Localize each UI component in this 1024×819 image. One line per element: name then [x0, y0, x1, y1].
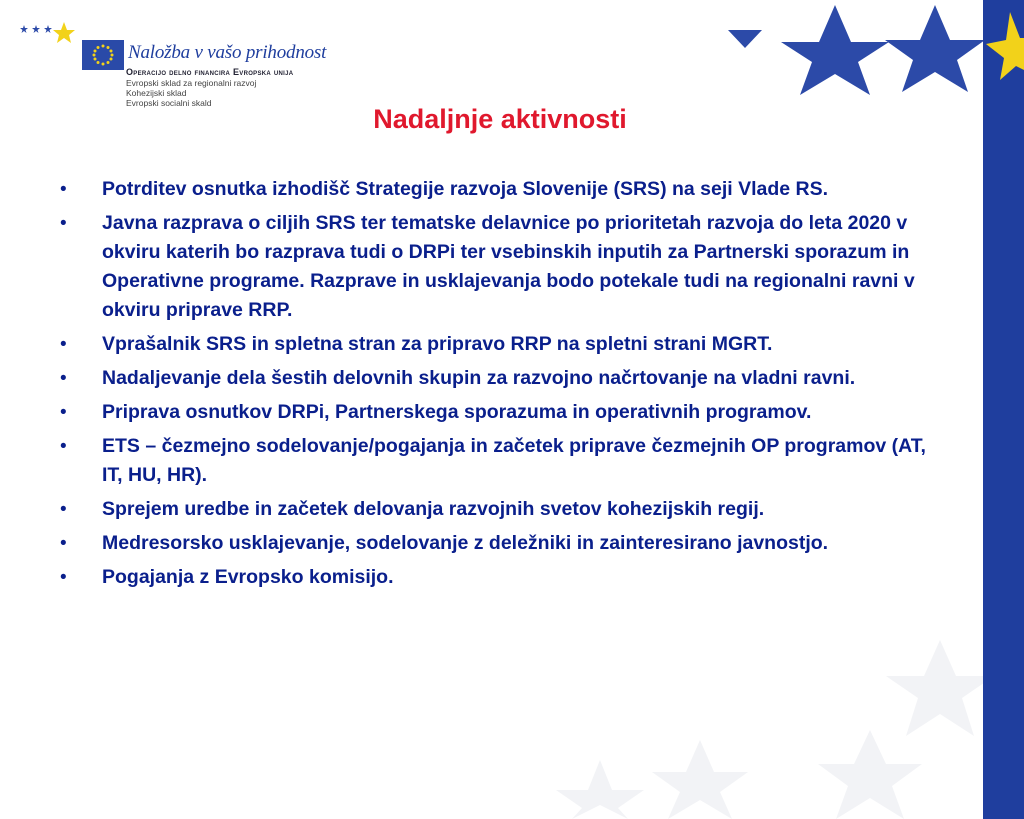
bullet-item: [58, 495, 938, 524]
bullet-item: [58, 364, 938, 393]
bullet-text: Pogajanja z Evropsko komisijo.: [102, 566, 394, 588]
bullet-text: Javna razprava o ciljih SRS ter tematske delavnice po prioritetah razvoja do leta 2020 v okviru katerih bo razprava tudi o DRPi ter vsebinskih inputih za Partnerski sporazum in Operativne programe. Razprave in usklajevanja bodo potekale tudi na regionalni ravni v okviru priprave RRP.: [102, 212, 915, 321]
faint-star-watermarks: [556, 640, 994, 819]
bullet-icon: •: [60, 436, 67, 457]
logo-title: Naložba v vašo prihodnost: [128, 42, 327, 63]
slide-title: Nadaljnje aktivnosti: [373, 104, 627, 134]
logo-line: Kohezijski sklad: [126, 88, 187, 98]
bullet-icon: •: [60, 334, 67, 355]
logo-line: Evropski socialni skald: [126, 98, 212, 108]
bullet-item: [58, 209, 938, 325]
bullet-item: [58, 330, 938, 359]
bullet-text: Vprašalnik SRS in spletna stran za pripravo RRP na spletni strani MGRT.: [102, 333, 773, 355]
blue-star-row: [728, 5, 985, 95]
bullet-text: Potrditev osnutka izhodišč Strategije razvoja Slovenije (SRS) na seji Vlade RS.: [102, 178, 829, 200]
bullet-text: ETS – čezmejno sodelovanje/pogajanja in začetek priprave čezmejnih OP programov (AT, IT, HU, HR).: [102, 435, 926, 486]
bullet-item: [58, 432, 938, 490]
bullet-text: Nadaljevanje dela šestih delovnih skupin za razvojno načrtovanje na vladni ravni.: [102, 367, 856, 389]
logo-small-stars-icon: [14, 14, 84, 44]
bullet-text: Sprejem uredbe in začetek delovanja razvojnih svetov kohezijskih regij.: [102, 498, 765, 520]
bullet-item: [58, 563, 938, 592]
bullet-icon: •: [60, 368, 67, 389]
bullet-icon: •: [60, 213, 67, 234]
bullet-icon: •: [60, 533, 67, 554]
bullet-icon: •: [60, 179, 67, 200]
bullet-text: Priprava osnutkov DRPi, Partnerskega sporazuma in operativnih programov.: [102, 401, 812, 423]
logo-subtitle: Operacijo delno financira Evropska unija: [126, 67, 294, 77]
bullet-item: [58, 529, 938, 558]
bullet-icon: •: [60, 402, 67, 423]
bullet-list: [58, 175, 938, 597]
bullet-icon: •: [60, 499, 67, 520]
bullet-item: [58, 398, 938, 427]
bullet-icon: •: [60, 567, 67, 588]
eu-flag-icon: [82, 40, 124, 70]
logo-line: Evropski sklad za regionalni razvoj: [126, 78, 257, 88]
bullet-item: [58, 175, 938, 204]
bullet-text: Medresorsko usklajevanje, sodelovanje z deležniki in zainteresirano javnostjo.: [102, 532, 829, 554]
